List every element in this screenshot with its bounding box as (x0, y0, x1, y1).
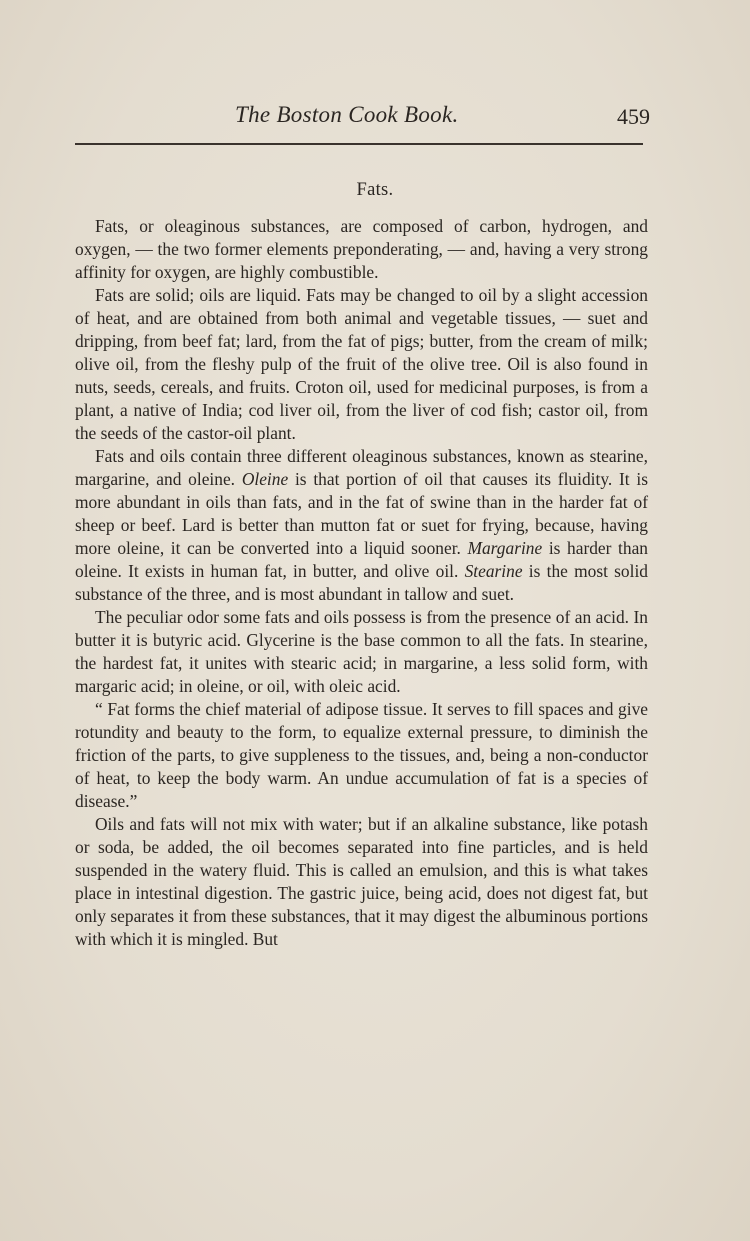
body-text (75, 215, 648, 951)
paragraph (75, 813, 648, 951)
text-run: The peculiar odor some fats and oils possess is from the presence of an acid. In butter it is butyric acid. Glycerine is the base common to all the fats. In stearine, the hardest fat, it unites with stearic acid; in margarine, a less solid form, with margaric acid; in oleine, or oil, with oleic acid. (75, 607, 648, 696)
text-run: Oils and fats will not mix with water; but if an alkaline substance, like potash or soda, be added, the oil becomes separated into fine particles, and is held suspended in the watery fluid. This is called an emulsion, and this is what takes place in intestinal digestion. The gastric juice, being acid, does not digest fat, but only separates it from these substances, that it may digest the albuminous portions with which it is mingled. But (75, 814, 648, 949)
paragraph (75, 445, 648, 606)
text-run: “ Fat forms the chief material of adipose tissue. It serves to fill spaces and give rotundity and beauty to the form, to equalize external pressure, to diminish the friction of the parts, to give suppleness to the tissues, and, being a non-conductor of heat, to keep the body warm. An undue accumulation of fat is a species of disease.” (75, 699, 648, 811)
italic-term: Oleine (241, 469, 289, 489)
italic-term: Margarine (467, 538, 543, 558)
italic-term: Stearine (464, 561, 523, 581)
paragraph (75, 698, 648, 813)
header-rule (75, 143, 643, 145)
text-run: Fats and oils contain three different oleaginous substances, known as stearine, margarine, and oleine. (75, 446, 648, 489)
text-run: is harder than oleine. It exists in human fat, in butter, and olive oil. (75, 538, 648, 581)
running-head (75, 100, 650, 136)
paragraph (75, 284, 648, 445)
book-title: The Boston Cook Book. (235, 102, 459, 127)
text-run: is that portion of oil that causes its fluidity. It is more abundant in oils than fats, and in the fat of swine than in the harder fat of sheep or beef. Lard is better than mutton fat or suet for frying, because, having more oleine, it can be converted into a liquid sooner. (75, 469, 649, 558)
page-number: 459 (617, 104, 650, 129)
text-run: is the most solid substance of the three, and is most abundant in tallow and suet. (75, 561, 648, 604)
text-run: Fats are solid; oils are liquid. Fats may be changed to oil by a slight accession of heat, and are obtained from both animal and vegetable tissues, — suet and dripping, from beef fat; lard, from the fat of pigs; butter, from the cream of milk; olive oil, from the fleshy pulp of the fruit of the olive tree. Oil is also found in nuts, seeds, cereals, and fruits. Croton oil, used for medicinal purposes, is from a plant, a native of India; cod liver oil, from the liver of cod fish; castor oil, from the seeds of the castor-oil plant. (75, 285, 648, 443)
paragraph (75, 215, 648, 284)
paragraph (75, 606, 648, 698)
section-title: Fats. (356, 180, 394, 200)
text-run: Fats, or oleaginous substances, are composed of carbon, hydrogen, and oxygen, — the two former elements preponderating, — and, having a very strong affinity for oxygen, are highly combustible. (75, 216, 648, 282)
